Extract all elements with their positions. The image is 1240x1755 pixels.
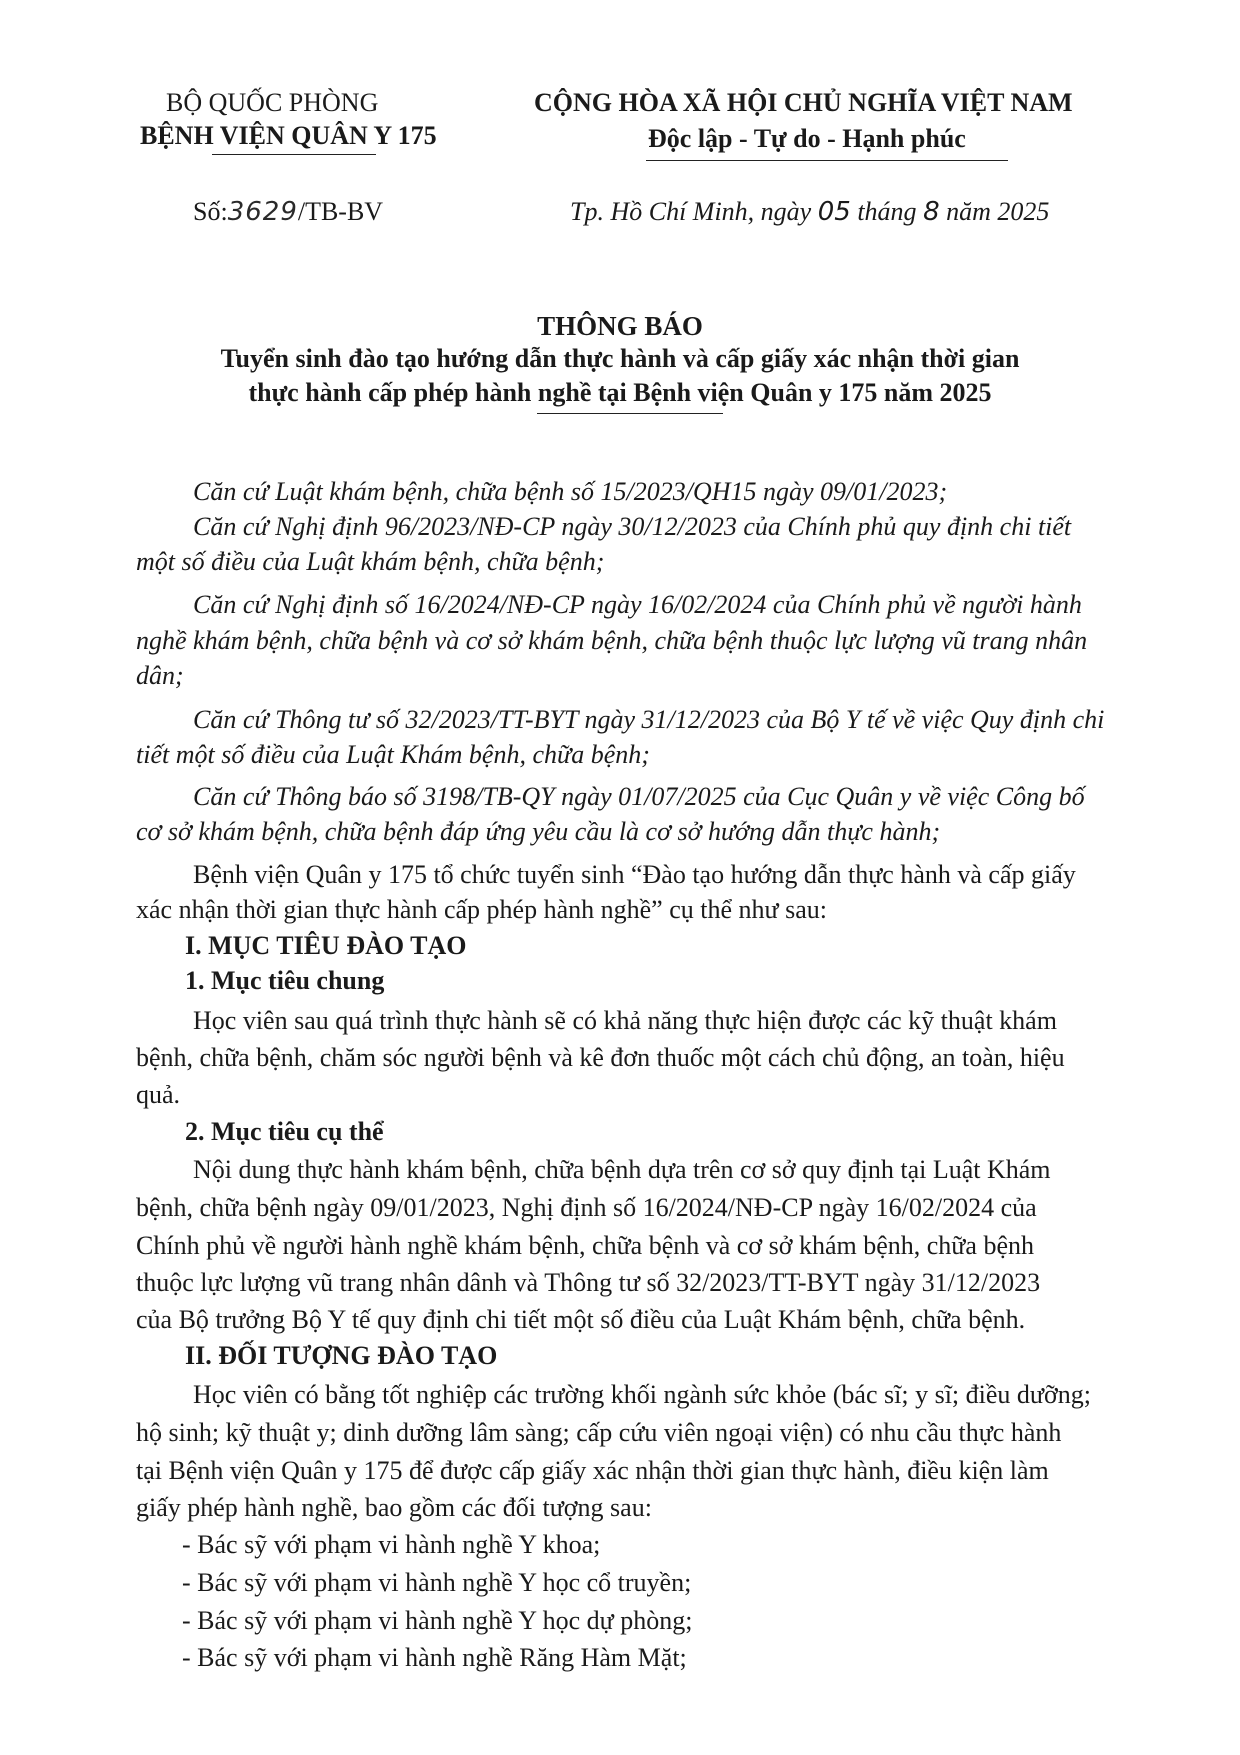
section2-line2: hộ sinh; kỹ thuật y; dinh dưỡng lâm sàng; cấp cứu viên ngoại viện) có nhu cầu thực hành bbox=[136, 1418, 1062, 1447]
place-date-part2: tháng bbox=[850, 197, 924, 226]
section1-sub2-line1: Nội dung thực hành khám bệnh, chữa bệnh dựa trên cơ sở quy định tại Luật Khám bbox=[193, 1155, 1051, 1184]
place-date-part3: năm 2025 bbox=[939, 197, 1050, 226]
legal-basis-5-line2: cơ sở khám bệnh, chữa bệnh đáp ứng yêu cầu là cơ sở hướng dẫn thực hành; bbox=[136, 817, 941, 846]
section1-heading: I. MỤC TIÊU ĐÀO TẠO bbox=[185, 931, 467, 960]
legal-basis-5-line1: Căn cứ Thông báo số 3198/TB-QY ngày 01/07/2025 của Cục Quân y về việc Công bố bbox=[193, 782, 1085, 811]
motto-underline bbox=[646, 160, 1008, 161]
section1-sub1-line3: quả. bbox=[136, 1080, 181, 1109]
intro-line2: xác nhận thời gian thực hành cấp phép hành nghề” cụ thể như sau: bbox=[136, 895, 827, 924]
legal-basis-2-line1: Căn cứ Nghị định 96/2023/NĐ-CP ngày 30/12/2023 của Chính phủ quy định chi tiết bbox=[193, 512, 1072, 541]
section2-list-item: - Bác sỹ với phạm vi hành nghề Y khoa; bbox=[182, 1530, 601, 1559]
legal-basis-3-line3: dân; bbox=[136, 661, 184, 690]
date-month: 8 bbox=[923, 197, 940, 227]
section1-sub2-line5: của Bộ trưởng Bộ Y tế quy định chi tiết một số điều của Luật Khám bệnh, chữa bệnh. bbox=[136, 1305, 1026, 1334]
legal-basis-3-line2: nghề khám bệnh, chữa bệnh và cơ sở khám bệnh, chữa bệnh thuộc lực lượng vũ trang nhân bbox=[136, 626, 1088, 655]
date-day: 05 bbox=[817, 197, 851, 227]
document-title: THÔNG BÁO bbox=[537, 311, 703, 341]
legal-basis-4-line1: Căn cứ Thông tư số 32/2023/TT-BYT ngày 31/12/2023 của Bộ Y tế về việc Quy định chi bbox=[193, 705, 1105, 734]
national-motto: Độc lập - Tự do - Hạnh phúc bbox=[648, 124, 966, 153]
legal-basis-2-line2: một số điều của Luật khám bệnh, chữa bệnh; bbox=[136, 547, 605, 576]
organization-name: BỆNH VIỆN QUÂN Y 175 bbox=[140, 121, 437, 150]
document-number-handwritten: 3629 bbox=[227, 197, 298, 227]
document-subtitle-line1: Tuyển sinh đào tạo hướng dẫn thực hành và cấp giấy xác nhận thời gian bbox=[220, 344, 1020, 373]
section1-sub1-line2: bệnh, chữa bệnh, chăm sóc người bệnh và kê đơn thuốc một cách chủ động, an toàn, hiệu bbox=[136, 1043, 1065, 1072]
section2-line4: giấy phép hành nghề, bao gồm các đối tượng sau: bbox=[136, 1493, 652, 1522]
section1-sub1-heading: 1. Mục tiêu chung bbox=[185, 966, 385, 995]
document-number-suffix: /TB-BV bbox=[297, 197, 384, 226]
section1-sub1-line1: Học viên sau quá trình thực hành sẽ có khả năng thực hiện được các kỹ thuật khám bbox=[193, 1006, 1057, 1035]
section2-list-item: - Bác sỹ với phạm vi hành nghề Y học cổ truyền; bbox=[182, 1568, 692, 1597]
place-date bbox=[570, 197, 1049, 227]
section2-line3: tại Bệnh viện Quân y 175 để được cấp giấy xác nhận thời gian thực hành, điều kiện làm bbox=[136, 1456, 1049, 1485]
document-number bbox=[193, 197, 383, 227]
document-number-prefix: Số: bbox=[193, 197, 228, 226]
section1-sub2-line3: Chính phủ về người hành nghề khám bệnh, chữa bệnh và cơ sở khám bệnh, chữa bệnh bbox=[136, 1231, 1034, 1260]
section2-list-item: - Bác sỹ với phạm vi hành nghề Y học dự phòng; bbox=[182, 1606, 693, 1635]
section1-sub2-line2: bệnh, chữa bệnh ngày 09/01/2023, Nghị định số 16/2024/NĐ-CP ngày 16/02/2024 của bbox=[136, 1193, 1037, 1222]
section2-heading: II. ĐỐI TƯỢNG ĐÀO TẠO bbox=[185, 1341, 498, 1370]
place-date-part1: Tp. Hồ Chí Minh, ngày bbox=[570, 197, 818, 226]
legal-basis-3-line1: Căn cứ Nghị định số 16/2024/NĐ-CP ngày 16/02/2024 của Chính phủ về người hành bbox=[193, 590, 1082, 619]
document-subtitle-line2: thực hành cấp phép hành nghề tại Bệnh viện Quân y 175 năm 2025 bbox=[248, 378, 992, 407]
intro-line1: Bệnh viện Quân y 175 tổ chức tuyển sinh “Đào tạo hướng dẫn thực hành và cấp giấy bbox=[193, 860, 1076, 889]
country-name: CỘNG HÒA XÃ HỘI CHỦ NGHĨA VIỆT NAM bbox=[534, 88, 1073, 117]
organization-underline bbox=[212, 154, 376, 155]
section2-line1: Học viên có bằng tốt nghiệp các trường khối ngành sức khỏe (bác sĩ; y sĩ; điều dưỡng; bbox=[193, 1380, 1091, 1409]
section1-sub2-heading: 2. Mục tiêu cụ thể bbox=[185, 1117, 384, 1146]
legal-basis-1: Căn cứ Luật khám bệnh, chữa bệnh số 15/2023/QH15 ngày 09/01/2023; bbox=[193, 477, 948, 506]
section2-list-item: - Bác sỹ với phạm vi hành nghề Răng Hàm Mặt; bbox=[182, 1643, 687, 1672]
section1-sub2-line4: thuộc lực lượng vũ trang nhân dânh và Thông tư số 32/2023/TT-BYT ngày 31/12/2023 bbox=[136, 1268, 1041, 1297]
legal-basis-4-line2: tiết một số điều của Luật Khám bệnh, chữa bệnh; bbox=[136, 740, 650, 769]
title-underline bbox=[537, 413, 723, 414]
organization-parent: BỘ QUỐC PHÒNG bbox=[166, 88, 379, 117]
